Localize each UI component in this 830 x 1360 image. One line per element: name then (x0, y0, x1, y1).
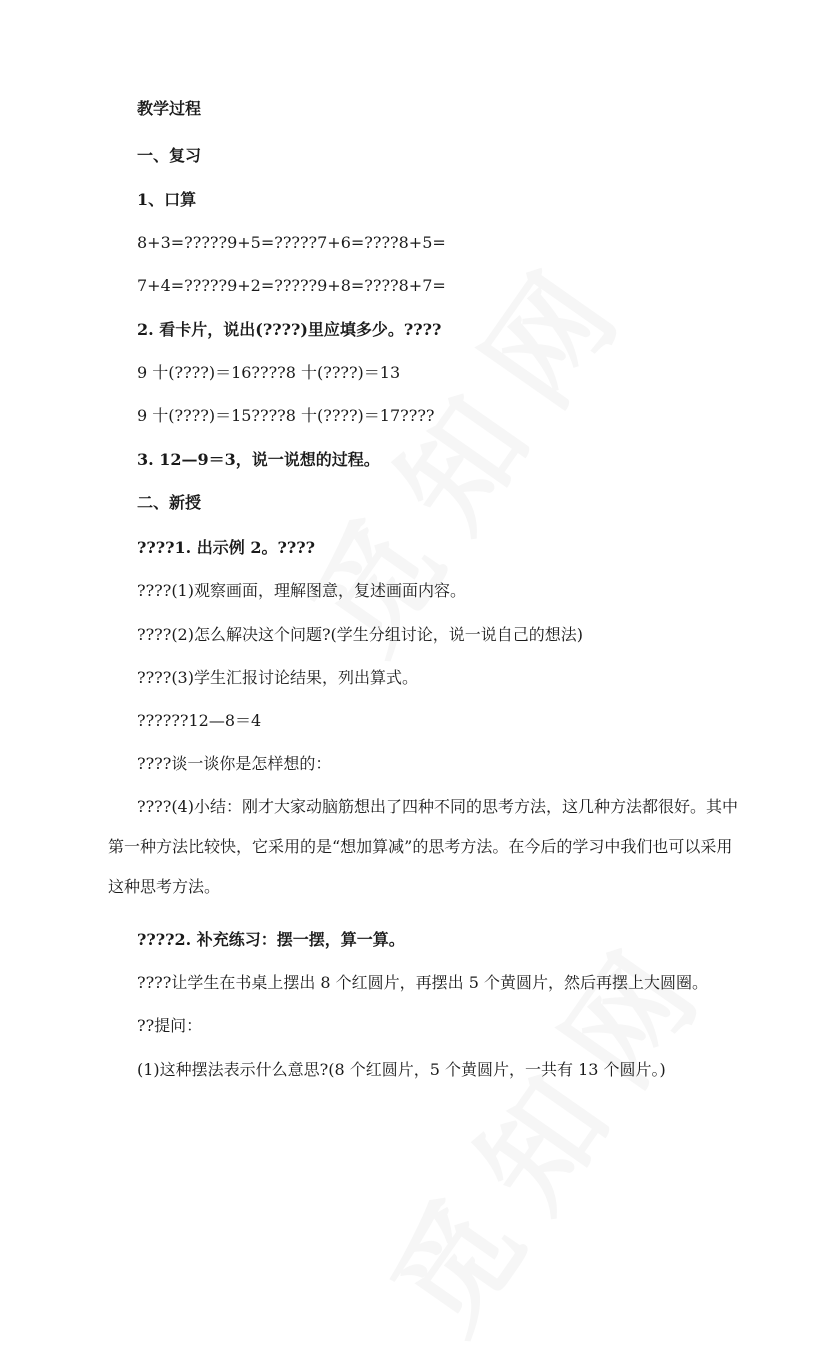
math-line: 8+3=?????9+5=?????7+6=????8+5= (137, 233, 446, 252)
summary-paragraph: ????(4)小结：刚才大家动脑筋想出了四种不同的思考方法，这几种方法都很好。其中第一种方法比较快，它采用的是“想加算减”的思考方法。在今后的学习中我们也可以采用这种思考方法。 (108, 797, 738, 896)
subsection-cards: 2. 看卡片，说出(????)里应填多少。???? (137, 320, 442, 339)
paragraph: ????(3)学生汇报讨论结果，列出算式。 (137, 668, 418, 687)
math-line: 7+4=?????9+2=?????9+8=????8+7= (137, 276, 446, 295)
math-line: 9 十(????)＝16????8 十(????)＝13 (137, 363, 401, 382)
section-review: 一、复习 (137, 146, 202, 165)
math-line: 9 十(????)＝15????8 十(????)＝17???? (137, 406, 435, 425)
heading-teaching-process: 教学过程 (137, 99, 202, 118)
subsection-example: ????1. 出示例 2。???? (137, 538, 315, 557)
subsection-mental-math: 1、口算 (137, 190, 197, 209)
section-new-lesson: 二、新授 (137, 493, 202, 512)
subsection-process: 3. 12—9＝3，说一说想的过程。 (137, 450, 380, 469)
watermark (345, 892, 744, 1359)
paragraph: ????(1)观察画面，理解图意，复述画面内容。 (137, 581, 466, 600)
paragraph: (1)这种摆法表示什么意思?(8 个红圆片，5 个黄圆片，一共有 13 个圆片。) (137, 1060, 666, 1079)
paragraph: ????谈一谈你是怎样想的： (137, 754, 332, 773)
math-line: ??????12—8＝4 (137, 711, 262, 730)
paragraph: ????让学生在书桌上摆出 8 个红圆片，再摆出 5 个黄圆片，然后再摆上大圆圈。 (137, 973, 709, 992)
subsection-exercise: ????2. 补充练习：摆一摆，算一算。 (137, 930, 405, 949)
paragraph: ??提问： (137, 1016, 203, 1035)
paragraph: ????(2)怎么解决这个问题?(学生分组讨论，说一说自己的想法) (137, 625, 584, 644)
